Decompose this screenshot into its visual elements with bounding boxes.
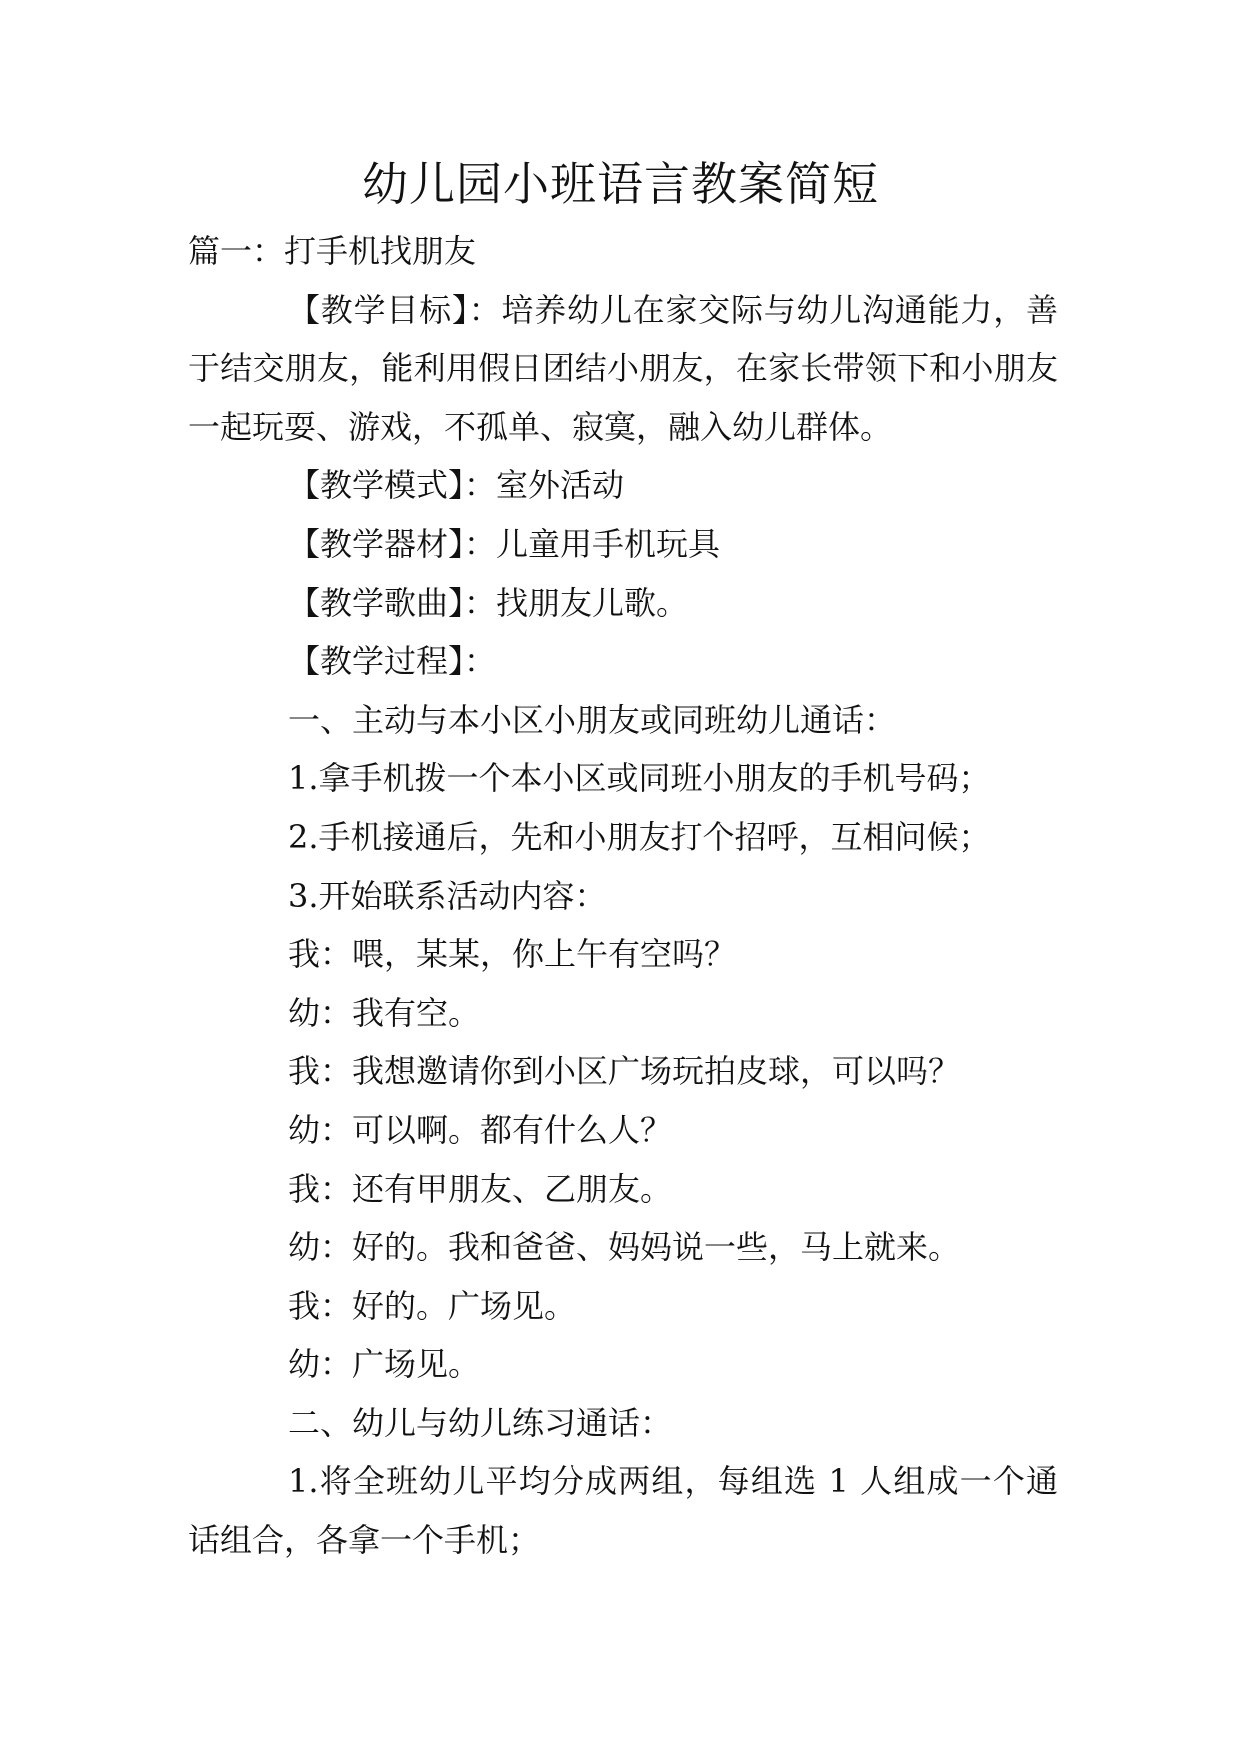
paragraph-teaching-mode: 【教学模式】：室外活动 (288, 466, 625, 505)
list-item: 2.手机接通后，先和小朋友打个招呼，互相问候； (288, 817, 991, 856)
dialogue-line: 幼：可以啊。都有什么人？ (288, 1110, 673, 1149)
list-item: 1.拿手机拨一个本小区或同班小朋友的手机号码； (288, 759, 991, 798)
dialogue-line: 我：我想邀请你到小区广场玩拍皮球，可以吗？ (288, 1052, 961, 1091)
list-item: 1.将全班幼儿平均分成两组，每组选 1 人组成一个通话组合，各拿一个手机； (188, 1462, 1058, 1560)
list-item: 3.开始联系活动内容： (288, 876, 607, 915)
section-heading: 篇一：打手机找朋友 (188, 232, 477, 270)
paragraph-teaching-materials: 【教学器材】：儿童用手机玩具 (288, 524, 721, 563)
dialogue-line: 我：还有甲朋友、乙朋友。 (288, 1169, 673, 1208)
dialogue-line: 我：好的。广场见。 (288, 1286, 577, 1325)
dialogue-line: 幼：好的。我和爸爸、妈妈说一些，马上就来。 (288, 1228, 961, 1267)
paragraph-step-two: 二、幼儿与幼儿练习通话： (288, 1403, 673, 1442)
paragraph-teaching-goal: 【教学目标】：培养幼儿在家交际与幼儿沟通能力，善于结交朋友，能利用假日团结小朋友，在家长带领下和小朋友一起玩耍、游戏，不孤单、寂寞，融入幼儿群体。 (188, 290, 1058, 446)
paragraph-teaching-song: 【教学歌曲】：找朋友儿歌。 (288, 583, 689, 622)
dialogue-line: 幼：我有空。 (288, 993, 481, 1032)
dialogue-line: 幼：广场见。 (288, 1345, 481, 1384)
dialogue-line: 我：喂，某某，你上午有空吗？ (288, 935, 737, 974)
document-title: 幼儿园小班语言教案简短 (362, 157, 879, 211)
paragraph-teaching-process: 【教学过程】： (288, 642, 497, 681)
paragraph-step-one: 一、主动与本小区小朋友或同班幼儿通话： (288, 700, 897, 739)
document-body (188, 222, 1058, 1570)
